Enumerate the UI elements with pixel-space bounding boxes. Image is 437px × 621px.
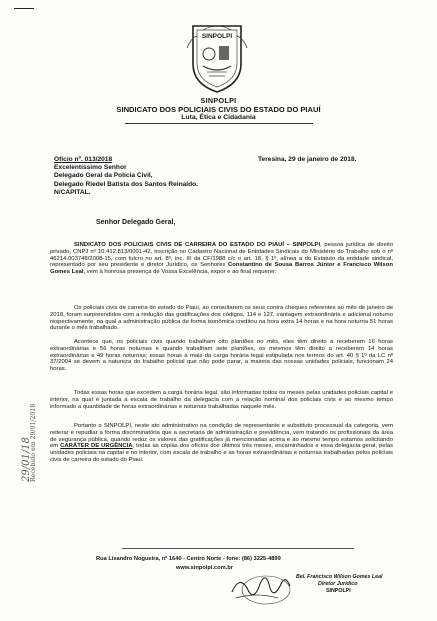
header-org-short: SINPOLPI [200,96,237,105]
receipt-stamp: Recebido em 29/01/2018 [30,403,37,482]
top-corner-rule [14,8,34,9]
union-full-name: SINDICATO DOS POLICIAIS CIVIS DE CARREIRA DO ESTADO DO PIAUÍ – SINPOLPI [74,242,321,248]
body-paragraph [50,423,393,464]
body-paragraph [50,339,393,373]
paragraph-text: Os policiais civis de carreira do estado do Piauí, ao consultarem os seus contra cheques referentes ao mês de janeiro de 2018, foram surpreendidos com a redução das gratificações dos códigos, 114 e 127, vantagem extraordinária e adicional noturno respectivamente, na qual a administração pública de forma isonômica creditou na hora extra 14 horas e na hora noturna 51 horas durante o mês trabalhado. [50,305,393,332]
sinpolpi-seal-icon [183,18,251,96]
signature-scribble-icon [226,568,296,608]
body-paragraph [50,305,393,332]
signature-org: SINPOLPI [326,588,351,594]
paragraph-text: , vem à honrosa presença de Vossa Excelência, expor e ao final requerer: [83,269,277,275]
paragraph-text: Portanto o SINPOLPI, neste ato administrativo na condição de representante e substituto processual da categoria, vem reiterar e repudiar a forma discriminatória que a secretaria de administração e previdência, vem tratando os profissionais da área de segurança pública, quando reduz os valores das gratificações já mencionadas acima e ao mesmo tempo estamos solicitando em [50,423,393,450]
representative-names: Constantino de Sousa Barros Júnior e Francisco Wilson Gomes Leal [50,262,393,275]
header-motto: Luta, Ética e Cidadania [181,114,256,121]
handwritten-receipt-note: 29/01/18 [21,437,32,482]
footer-website: www.sinpolpi.com.br [176,565,233,571]
body-paragraph [50,390,393,410]
paragraph-text: Todas essas horas que excedem a carga horária legal, são informadas todos os meses pelas unidades policiais capital e interior, na qual é juntada a escala de trabalho da delegacia com a relação nominal dos policiais civis e ao mesmo tempo informado a quantidade de horas extraordinárias e noturnas trabalhadas naquele mês. [50,390,393,410]
recipient-line: N/CAPITAL. [54,188,91,196]
footer-divider [122,548,354,549]
recipient-line: Delegado Geral da Polícia Civil, [54,172,153,180]
recipient-line: Delegado Riedel Batista dos Santos Reinaldo. [54,180,198,188]
paragraph-text: , pessoa jurídica de direito privado, CNPJ nº 10.412.813/0001-42, inscrição no Cadastro Nacional de Entidades Sindicais do Ministério do Trabalho sob o nº 46214.003748/2008-15, com fulcro no art. 8º, inc. III da CF/1988 c/c o art. 18, § 1º, alínea a do Estatuto da entidade sindical, representado por seu presidente e diretor Jurídico, os Senhores [50,242,394,269]
signature-name: Bel. Francisco Wilson Gomes Leal [296,574,383,580]
recipient-block [54,156,198,197]
margin-receipt-notes [18,374,48,484]
svg-text:SINPOLPI: SINPOLPI [201,33,233,40]
paragraph-text: , todas as cópias dos ofícios dos últimos três meses, encaminhados e essa delegacia geral, pelas unidades policiais na capital e no interior, com escala de trabalho e as horas extraordinárias e noturnas trabalhadas pelos policiais civis de carreira do estado do Piauí. [50,443,394,463]
body-paragraph [50,242,393,276]
salutation: Senhor Delegado Geral, [96,219,176,226]
footer-address: Rua Lisandro Nogueira, nº 1640 - Centro Norte - fone: (86) 3225-4899 [96,556,281,562]
recipient-line: Excelentíssimo Senhor [54,164,127,172]
oficio-number: Ofício nº. 013/2018 [54,156,113,163]
urgency-emphasis: CARÁTER DE URGÊNCIA [60,443,133,450]
paragraph-text: Acontece que, os policiais civis quando trabalham oito plantões no mês, eles têm direito a receberem 16 horas extraordinárias e 56 horas noturnas e quando trabalham sete plantões, os mesmos têm direito a receberem 14 horas extraordinárias e 49 horas noturnas; essas horas a mais da carga horária legal estipulada nos termos do art. 40 § 1º da LC nº 37/2004 se devem a natureza do trabalho policial que não pode parar, a maioria das nossas unidades policiais, funcionam 24 horas. [50,339,393,372]
header-divider [125,123,313,124]
header-org-name: SINDICATO DOS POLICIAIS CIVIS DO ESTADO DO PIAUÍ [116,105,321,114]
letter-date: Teresina, 29 de janeiro de 2018. [258,156,357,163]
signature-role: Diretor Jurídico [318,581,358,587]
